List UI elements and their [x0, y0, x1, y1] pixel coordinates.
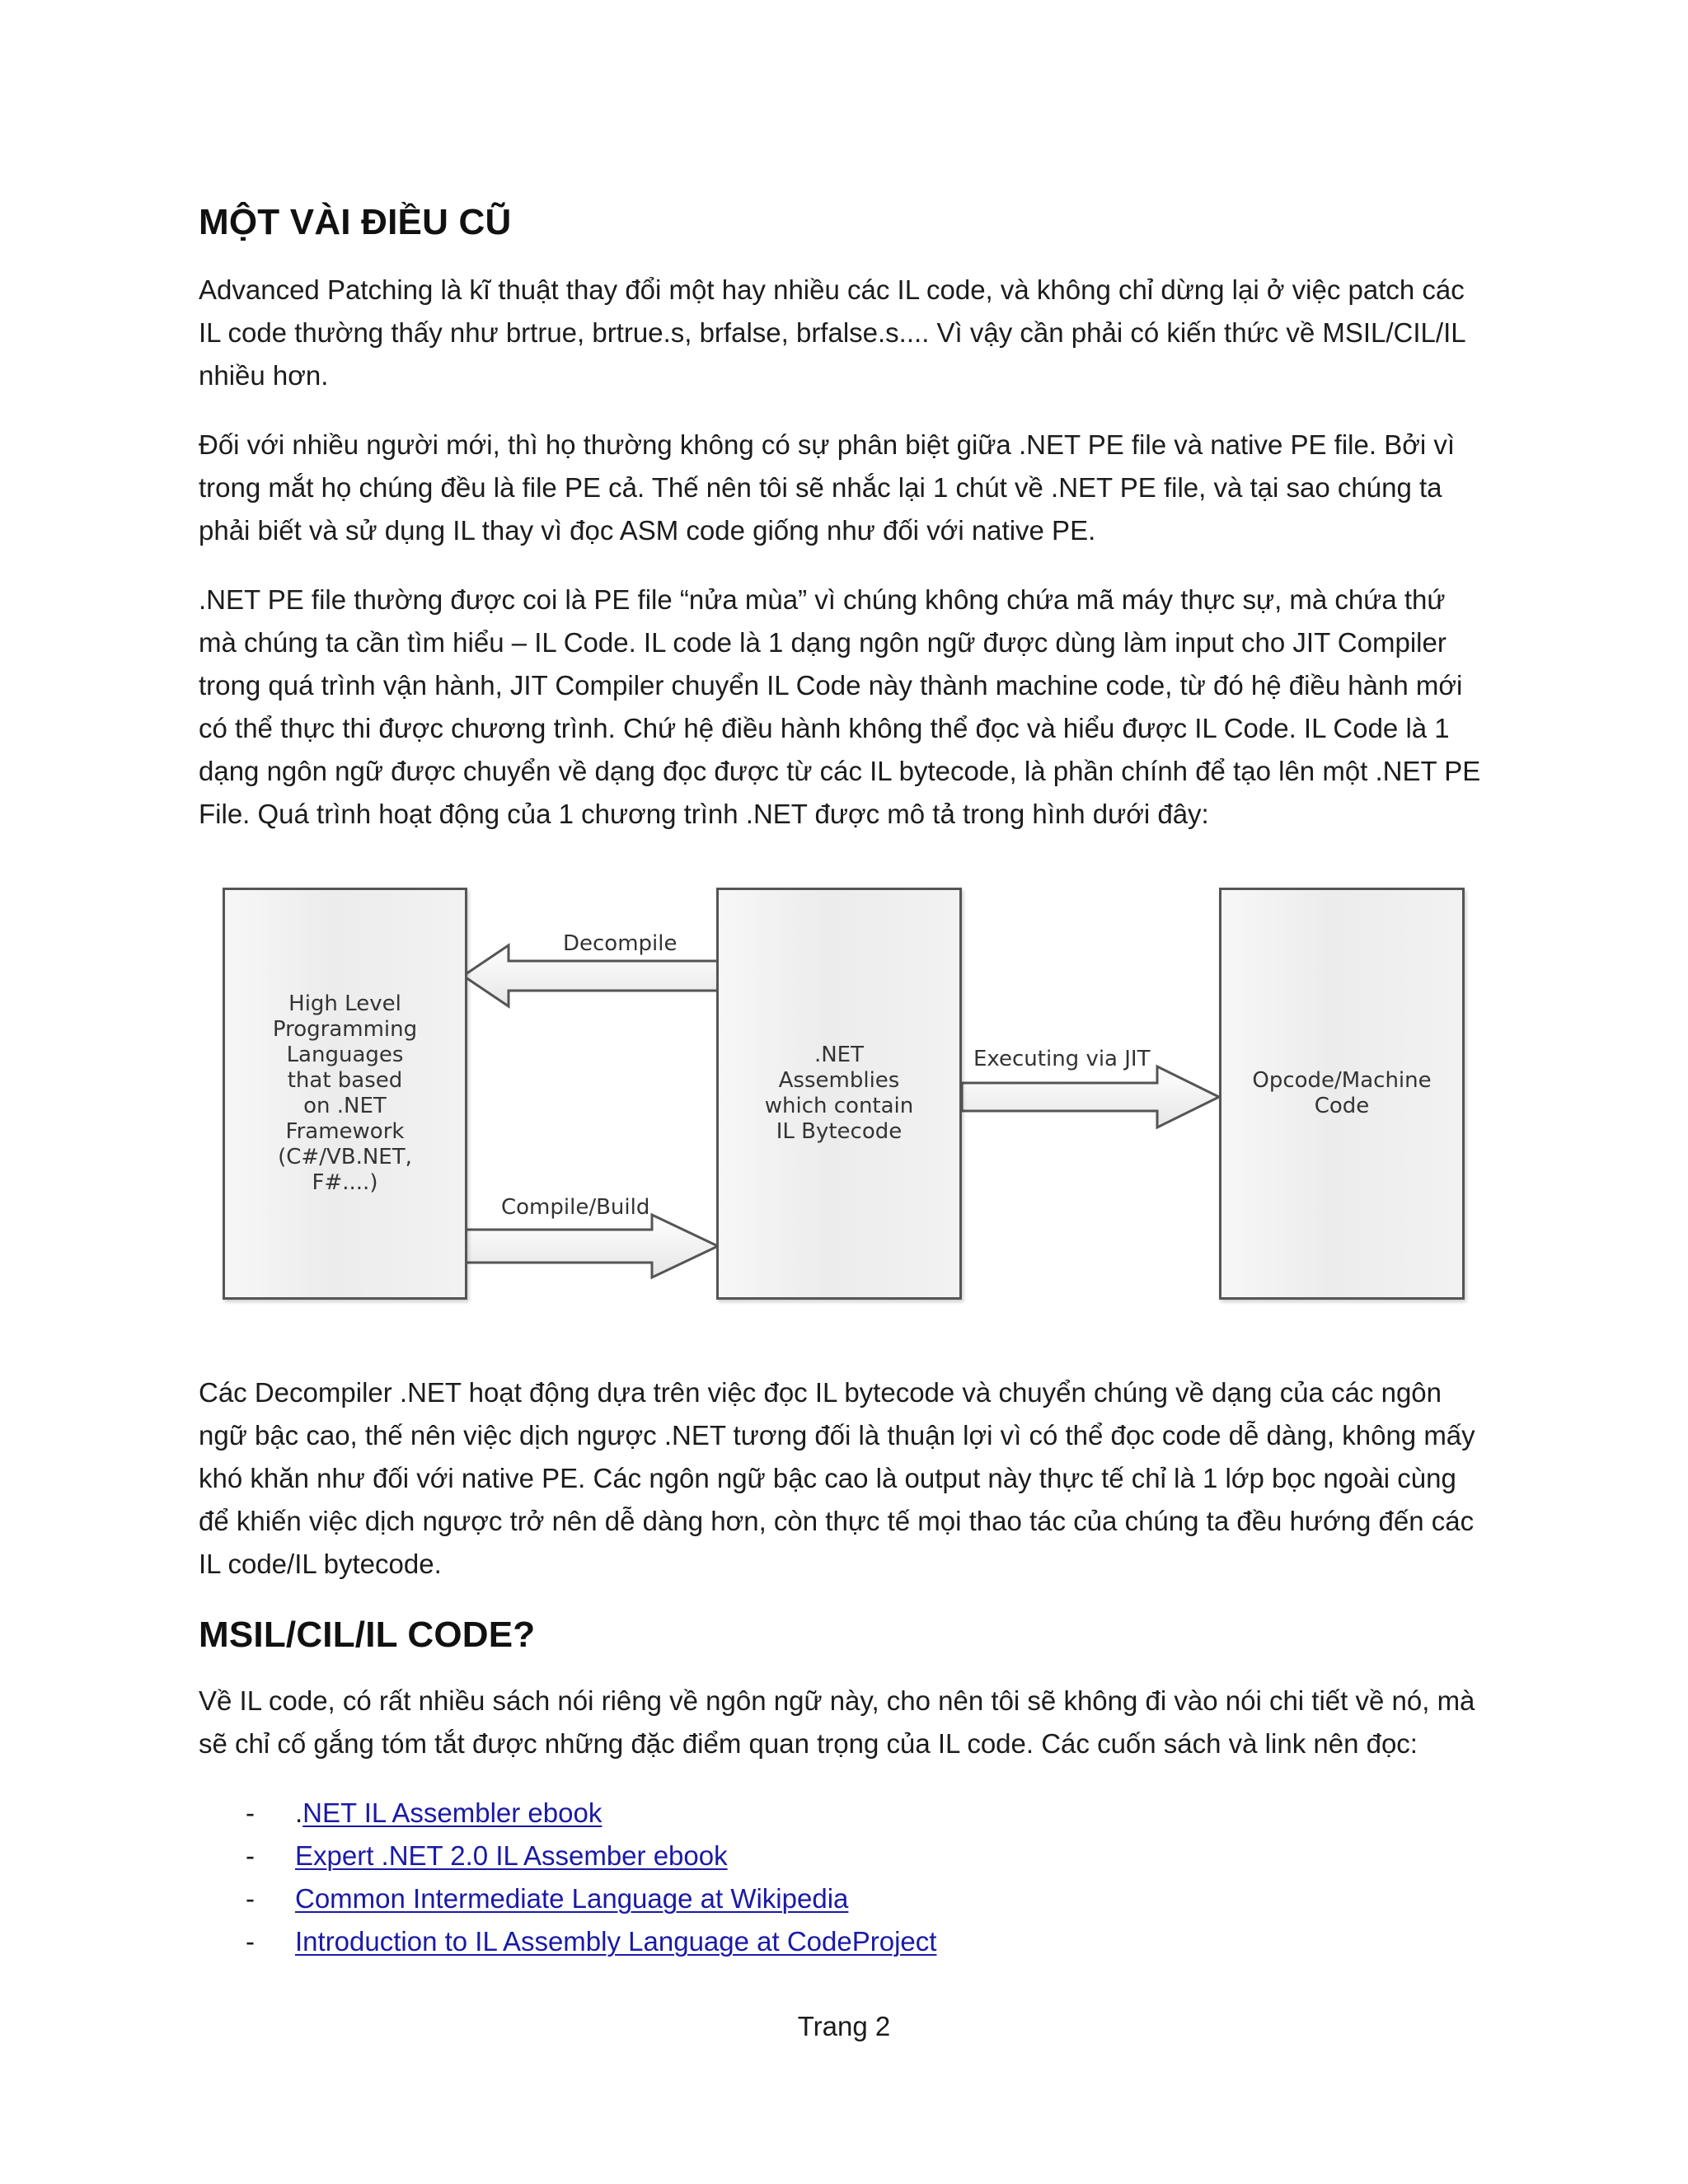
section-heading-msil: MSIL/CIL/IL CODE?: [199, 1615, 536, 1655]
list-item: [199, 1835, 1484, 1877]
dotnet-process-diagram: [199, 885, 1484, 1330]
link-cil-wikipedia[interactable]: Common Intermediate Language at Wikipedia: [295, 1883, 849, 1914]
decompile-label: Decompile: [563, 931, 678, 956]
list-item: [199, 1877, 1484, 1920]
paragraph-intro: Advanced Patching là kĩ thuật thay đổi một hay nhiều các IL code, và không chỉ dừng lại ở việc patch các IL code thường thấy như brtrue, brtrue.s, brfalse, brfalse.s.... Vì vậy cần phải có kiến thức về MSIL/CIL/IL nhiều hơn.: [199, 274, 1465, 391]
machine-code-text: Opcode/Machine Code: [1252, 1068, 1432, 1118]
executing-via-jit-label: Executing via JIT: [973, 1047, 1151, 1071]
paragraph-il-code: .NET PE file thường được coi là PE file “nửa mùa” vì chúng không chứa mã máy thực sự, mà chứa thứ mà chúng ta cần tìm hiểu – IL Code. IL code là 1 dạng ngôn ngữ được dùng làm input cho JIT Compiler trong quá trình vận hành, JIT Compiler chuyển IL Code này thành machine code, từ đó hệ điều hành mới có thể thực thi được chương trình. Chứ hệ điều hành không thể đọc và hiểu được IL Code. IL Code là 1 dạng ngôn ngữ được chuyển về dạng đọc được từ các IL bytecode, là phần chính để tạo lên một .NET PE File. Quá trình hoạt động của 1 chương trình .NET được mô tả trong hình dưới đây:: [199, 584, 1481, 829]
dotnet-assemblies-box: [716, 888, 962, 1300]
machine-code-box: [1219, 888, 1465, 1300]
list-dash: -: [246, 1797, 255, 1828]
link-il-codeproject[interactable]: Introduction to IL Assembly Language at CodeProject: [295, 1926, 937, 1957]
paragraph-decompilers: Các Decompiler .NET hoạt động dựa trên việc đọc IL bytecode và chuyển chúng về dạng của các ngôn ngữ bậc cao, thế nên việc dịch ngược .NET tương đối là thuận lợi vì có thể đọc code dễ dàng, không mấy khó khăn như đối với native PE. Các ngôn ngữ bậc cao là output này thực tế chỉ là 1 lớp bọc ngoài cùng để khiến việc dịch ngược trở nên dễ dàng hơn, còn thực tế mọi thao tác của chúng ta đều hướng đến các IL code/IL bytecode.: [199, 1377, 1475, 1579]
paragraph-il-books: Về IL code, có rất nhiều sách nói riêng về ngôn ngữ này, cho nên tôi sẽ không đi vào nói chi tiết về nó, mà sẽ chỉ cố gắng tóm tắt được những đặc điểm quan trọng của IL code. Các cuốn sách và link nên đọc:: [199, 1685, 1475, 1759]
list-item: [199, 1792, 1484, 1835]
paragraph-pe-difference: Đối với nhiều người mới, thì họ thường không có sự phân biệt giữa .NET PE file và native PE file. Bởi vì trong mắt họ chúng đều là file PE cả. Thế nên tôi sẽ nhắc lại 1 chút về .NET PE file, và tại sao chúng ta phải biết và sử dụng IL thay vì đọc ASM code giống như đối với native PE.: [199, 429, 1456, 546]
link-net-il-assembler[interactable]: NET IL Assembler ebook: [302, 1797, 603, 1828]
section-heading-old-things: MỘT VÀI ĐIỀU CŨ: [199, 202, 512, 242]
link-expert-net-il-assembler[interactable]: Expert .NET 2.0 IL Assember ebook: [295, 1840, 728, 1871]
list-dash: -: [246, 1840, 255, 1871]
executing-arrow: [962, 1066, 1219, 1127]
list-dash: -: [246, 1883, 255, 1914]
list-dash: -: [246, 1926, 255, 1957]
compile-arrow: [465, 1215, 718, 1277]
link-prefix: .: [295, 1797, 303, 1828]
dotnet-assemblies-text: .NET Assemblies which contain IL Bytecode: [764, 1043, 914, 1144]
compile-build-label: Compile/Build: [501, 1195, 650, 1220]
page-number: Trang 2: [797, 2011, 891, 2041]
high-level-languages-text: High Level Programming Languages that based on .NET Framework (C#/VB.NET, F#....): [272, 991, 418, 1195]
high-level-languages-box: [223, 888, 467, 1300]
page-content: [199, 198, 1484, 1963]
list-item: [199, 1920, 1484, 1963]
reading-list: [199, 1792, 1484, 1963]
